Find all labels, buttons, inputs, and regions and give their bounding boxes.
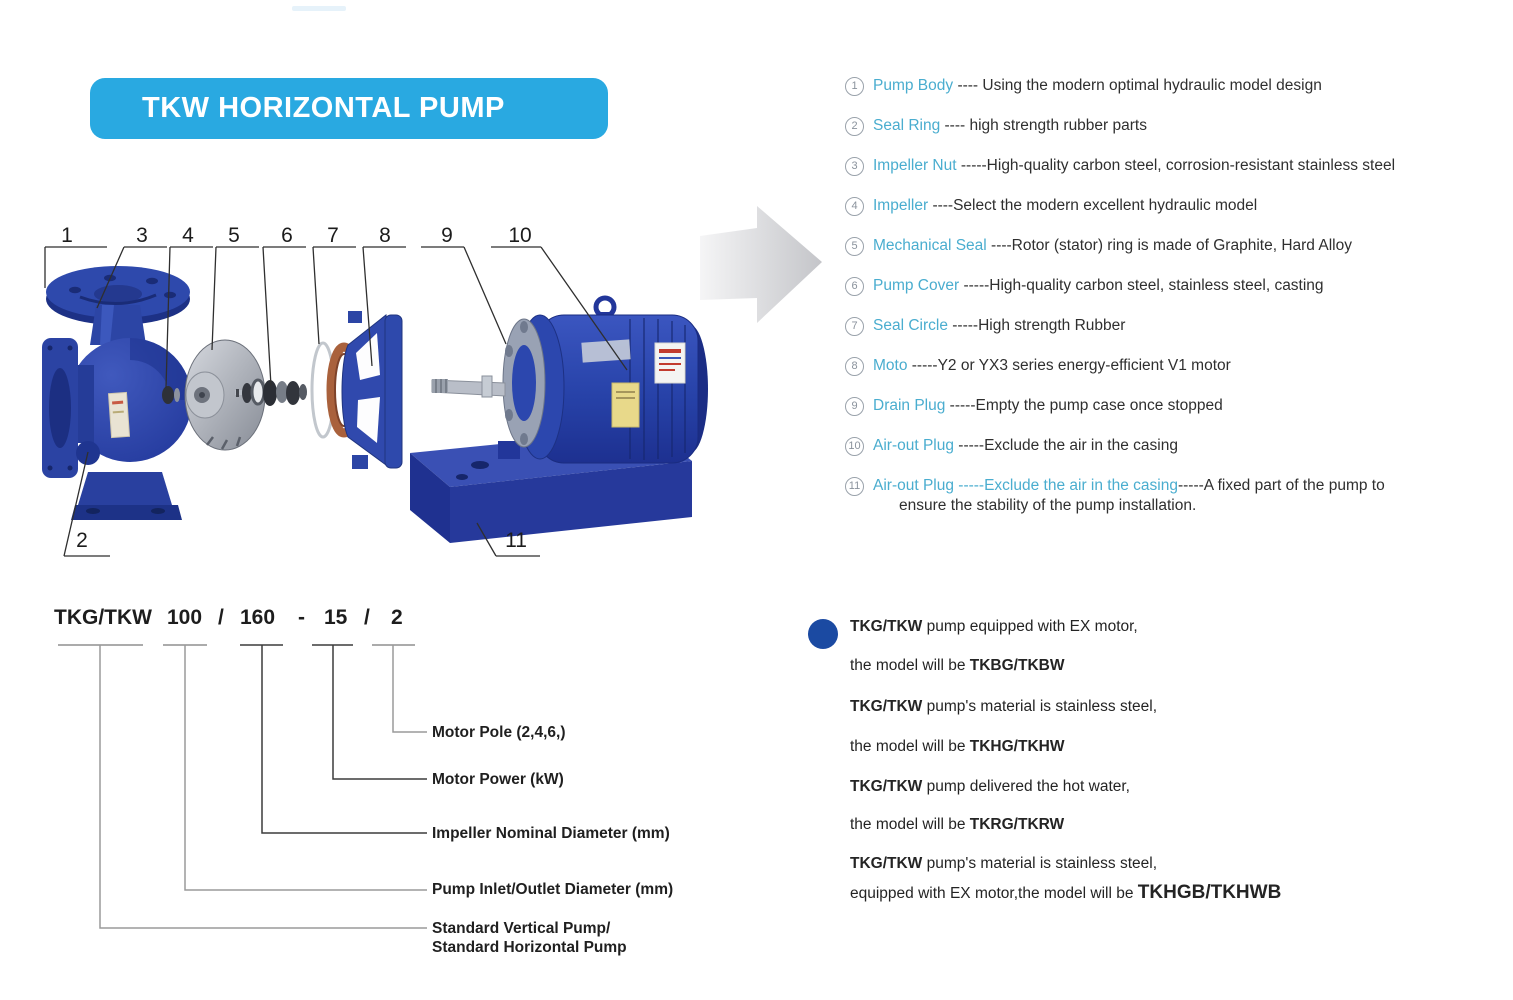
model-code-token: - [298,606,305,629]
text-segment: the model will be [850,738,970,755]
part-description: -----High-quality carbon steel, stainless steel, casting [959,277,1324,294]
model-code-token: 100 [167,606,203,629]
part-name: Seal Ring [873,117,941,134]
part-number-badge: 2 [845,117,864,136]
callout-number: 10 [508,224,532,247]
part-name: Moto [873,357,908,374]
part-name: Mechanical Seal [873,237,987,254]
text-segment: TKBG/TKBW [969,657,1065,674]
scan-artifact [292,6,346,11]
part-name: Air-out Plug -----Exclude the air in the casing [873,477,1178,494]
pump-exploded-diagram [30,215,740,570]
part-number-badge: 5 [845,237,864,256]
part-name: Seal Circle [873,317,948,334]
page-title: TKW HORIZONTAL PUMP [142,92,505,124]
part-name: Pump Cover [873,277,960,294]
note-line [850,698,1157,716]
note-line [850,738,1064,756]
part-number-badge: 7 [845,317,864,336]
part-description: -----A fixed part of the pump to [1177,477,1385,494]
part-description: -----Empty the pump case once stopped [945,397,1223,414]
model-code-token: TKG/TKW [54,606,152,629]
part-description: ---- Using the modern optimal hydraulic model design [953,77,1322,94]
text-segment: TKHGB/TKHWB [1137,882,1282,903]
model-code-token: 15 [324,606,348,629]
part-number-badge: 3 [845,157,864,176]
model-code-token: 2 [391,606,403,629]
text-segment: TKG/TKW [850,778,923,795]
callout-number: 11 [505,529,527,552]
callout-number: 8 [379,224,391,247]
text-segment: TKG/TKW [850,618,923,635]
part-description-continued: ensure the stability of the pump installation. [899,497,1197,514]
model-code-label: Impeller Nominal Diameter (mm) [432,825,670,842]
text-segment: pump's material is stainless steel, [922,698,1158,715]
note-line [850,618,1138,636]
model-code-label: Pump Inlet/Outlet Diameter (mm) [432,881,674,898]
part-description: -----High strength Rubber [947,317,1126,334]
text-segment: TKRG/TKRW [969,816,1065,833]
part-description: ---- high strength rubber parts [940,117,1147,134]
pump-body-label-sticker [108,392,129,437]
callout-number: 5 [228,224,240,247]
model-code-label: Standard Horizontal Pump [432,939,627,956]
text-segment: pump equipped with EX motor, [922,618,1138,635]
text-segment: TKG/TKW [850,698,923,715]
pump-cover [331,311,402,469]
model-code-token: / [364,606,370,629]
part-number-badge: 6 [845,277,864,296]
text-segment: TKG/TKW [850,855,923,872]
note-line [850,882,1281,904]
part-description: -----Exclude the air in the casing [953,437,1178,454]
part-description: -----High-quality carbon steel, corrosion-resistant stainless steel [956,157,1396,174]
part-number-badge: 11 [845,477,864,496]
part-name: Pump Body [873,77,954,94]
text-segment: the model will be [850,657,970,674]
part-name: Impeller [873,197,929,214]
part-number-badge: 9 [845,397,864,416]
part-name: Impeller Nut [873,157,957,174]
part-description: ----Select the modern excellent hydraulic model [928,197,1258,214]
model-code-connector-lines [40,640,740,960]
part-description: ----Rotor (stator) ring is made of Graphite, Hard Alloy [986,237,1352,254]
callout-number: 2 [76,529,88,552]
text-segment: TKHG/TKHW [969,738,1065,755]
part-number-badge: 8 [845,357,864,376]
note-line [850,657,1064,675]
text-segment: pump delivered the hot water, [922,778,1130,795]
callout-number: 1 [61,224,73,247]
note-line [850,778,1130,796]
callout-number: 4 [182,224,194,247]
note-line [850,816,1064,834]
callout-number: 7 [327,224,339,247]
bullet-icon [808,619,838,649]
motor [432,298,708,463]
part-number-badge: 1 [845,77,864,96]
note-line [850,855,1157,873]
text-segment: equipped with EX motor,the model will be [850,885,1138,902]
part-description: -----Y2 or YX3 series energy-efficient V1 motor [907,357,1231,374]
model-variant-notes [850,0,1490,1000]
part-number-badge: 4 [845,197,864,216]
model-code-token: 160 [240,606,276,629]
model-code-token: / [218,606,224,629]
model-code-label: Standard Vertical Pump/ [432,920,611,937]
text-segment: pump's material is stainless steel, [922,855,1158,872]
motor-yellow-sticker [612,383,639,427]
arrow-icon [690,195,840,335]
part-name: Air-out Plug [873,437,954,454]
callout-number: 6 [281,224,293,247]
text-segment: the model will be [850,816,970,833]
model-code-label: Motor Pole (2,4,6,) [432,724,566,741]
callout-number: 9 [441,224,453,247]
part-name: Drain Plug [873,397,946,414]
title-banner [90,78,608,139]
part-number-badge: 10 [845,437,864,456]
model-code-label: Motor Power (kW) [432,771,564,788]
callout-number: 3 [136,224,148,247]
